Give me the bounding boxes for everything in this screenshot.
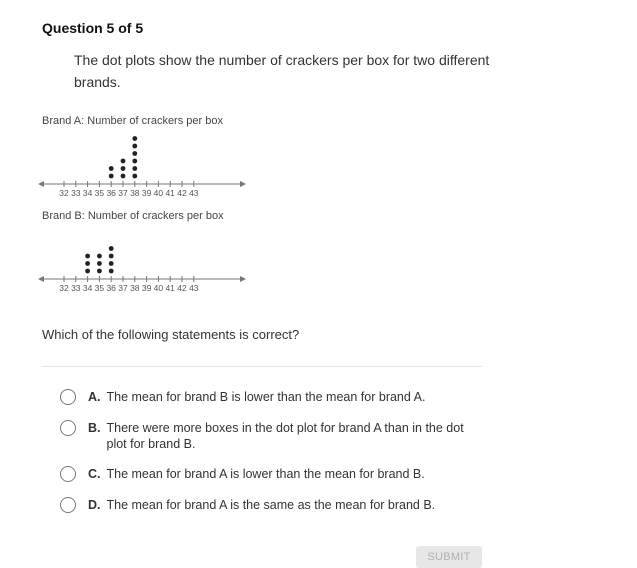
- axis-arrow-right: [240, 181, 246, 187]
- choice-letter: A.: [88, 390, 101, 404]
- tick-label: 43: [189, 283, 199, 293]
- tick-label: 40: [153, 283, 164, 293]
- choice-text: The mean for brand A is the same as the mean for brand B.: [106, 498, 436, 512]
- dot-plot-brand-b: [38, 223, 248, 297]
- plot-title-brand-a: Brand A: Number of crackers per box: [42, 115, 223, 127]
- data-dot: [109, 261, 114, 266]
- choice-d[interactable]: [60, 497, 480, 513]
- choice-letter: D.: [88, 498, 101, 512]
- tick-label: 42: [177, 188, 187, 198]
- data-dot: [132, 159, 137, 164]
- data-dot: [121, 159, 126, 164]
- submit-button[interactable]: SUBMIT: [416, 546, 482, 568]
- data-dot: [109, 246, 114, 251]
- radio-button-c[interactable]: [60, 466, 76, 482]
- data-dot: [132, 166, 137, 171]
- tick-label: 33: [71, 283, 81, 293]
- axis-arrow-right: [240, 276, 246, 282]
- data-dot: [132, 174, 137, 179]
- tick-label: 40: [153, 188, 164, 198]
- tick-label: 35: [94, 188, 105, 198]
- tick-label: 37: [118, 188, 128, 198]
- choice-b[interactable]: [60, 420, 480, 452]
- choice-letter: C.: [88, 467, 101, 481]
- data-dot: [109, 254, 114, 259]
- choice-c[interactable]: [60, 466, 480, 482]
- choice-a[interactable]: [60, 389, 480, 405]
- tick-label: 37: [118, 283, 128, 293]
- question-counter: Question 5 of 5: [42, 20, 144, 36]
- data-dot: [132, 136, 137, 141]
- tick-label: 34: [82, 188, 93, 198]
- radio-button-b[interactable]: [60, 420, 76, 436]
- tick-label: 36: [106, 188, 116, 198]
- data-dot: [85, 254, 90, 259]
- data-dot: [109, 174, 114, 179]
- dot-plot-brand-a: [38, 128, 248, 202]
- choice-text: The mean for brand B is lower than the mean for brand A.: [106, 390, 426, 404]
- data-dot: [85, 261, 90, 266]
- question-prompt: The dot plots show the number of crackers per box for two different brands.: [74, 52, 490, 90]
- plot-title-brand-b: Brand B: Number of crackers per box: [42, 210, 224, 222]
- tick-label: 36: [106, 283, 116, 293]
- tick-label: 42: [177, 283, 187, 293]
- data-dot: [121, 174, 126, 179]
- choice-text: There were more boxes in the dot plot for brand A than in the dot plot for brand B.: [106, 421, 464, 451]
- tick-label: 41: [165, 188, 175, 198]
- data-dot: [97, 254, 102, 259]
- data-dot: [109, 166, 114, 171]
- data-dot: [121, 166, 126, 171]
- choice-letter: B.: [88, 421, 101, 435]
- tick-label: 38: [130, 188, 140, 198]
- data-dot: [109, 269, 114, 274]
- divider: [42, 366, 482, 367]
- choice-text: The mean for brand A is lower than the mean for brand B.: [106, 467, 425, 481]
- radio-button-a[interactable]: [60, 389, 76, 405]
- tick-label: 32: [59, 283, 69, 293]
- tick-label: 38: [130, 283, 140, 293]
- axis-arrow-left: [38, 181, 44, 187]
- data-dot: [97, 261, 102, 266]
- tick-label: 34: [82, 283, 93, 293]
- tick-label: 41: [165, 283, 175, 293]
- data-dot: [85, 269, 90, 274]
- question-text: Which of the following statements is correct?: [42, 327, 300, 342]
- tick-label: 39: [141, 188, 152, 198]
- data-dot: [132, 151, 137, 156]
- tick-label: 39: [141, 283, 152, 293]
- tick-label: 33: [71, 188, 81, 198]
- tick-label: 32: [59, 188, 69, 198]
- axis-arrow-left: [38, 276, 44, 282]
- data-dot: [97, 269, 102, 274]
- tick-label: 35: [94, 283, 105, 293]
- tick-label: 43: [189, 188, 199, 198]
- data-dot: [132, 144, 137, 149]
- radio-button-d[interactable]: [60, 497, 76, 513]
